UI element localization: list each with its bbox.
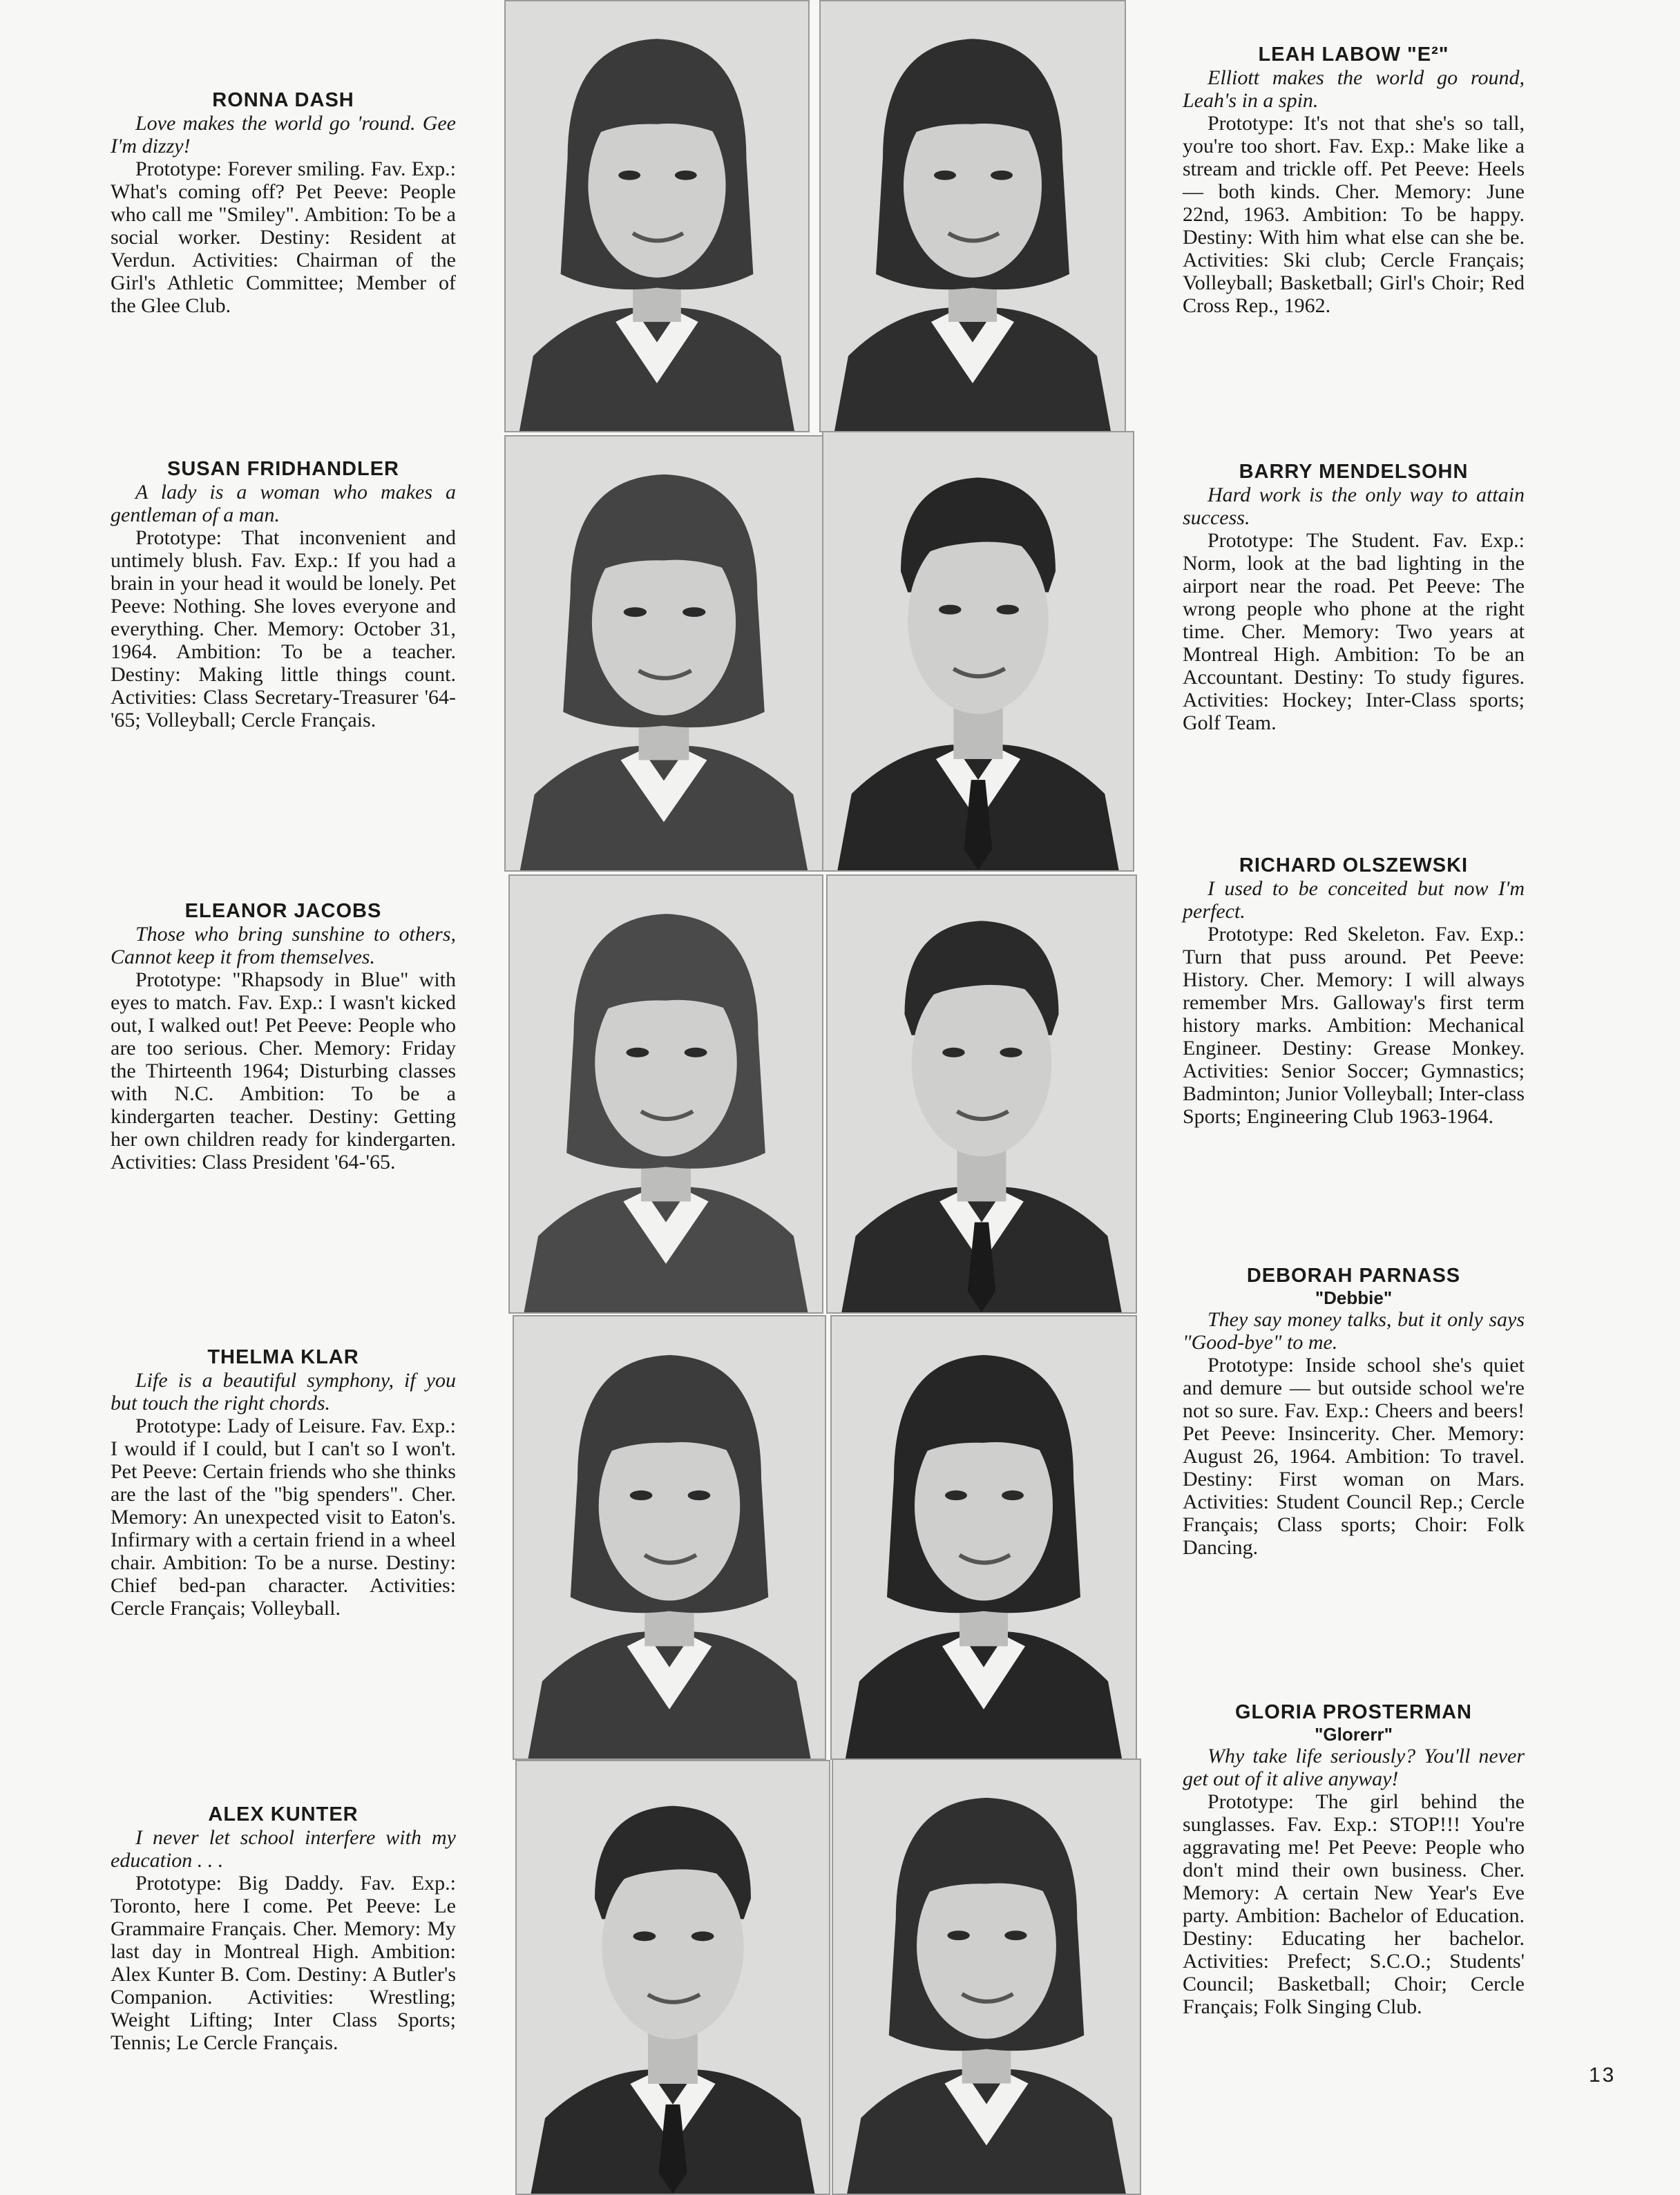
portrait-svg — [823, 432, 1133, 870]
student-motto: A lady is a woman who makes a gentleman of a man. — [111, 481, 456, 526]
portrait-svg — [514, 1316, 825, 1758]
student-motto: Hard work is the only way to attain success. — [1183, 483, 1525, 529]
portrait-photo-ronna-dash — [504, 0, 810, 432]
student-nickname: "Glorerr" — [1315, 1724, 1393, 1745]
portrait-svg — [506, 437, 822, 870]
portrait-photo-barry-mendelsohn — [822, 431, 1134, 872]
face-shape — [912, 969, 1052, 1156]
right-eye-shape — [991, 171, 1013, 180]
left-eye-shape — [934, 171, 956, 180]
right-eye-shape — [996, 605, 1019, 615]
right-eye-shape — [688, 1491, 711, 1500]
entry-alex-kunter — [111, 1803, 456, 2054]
portrait-photo-eleanor-jacobs — [508, 874, 823, 1314]
student-motto: Love makes the world go 'round. Gee I'm dizzy! — [111, 112, 456, 157]
student-name: THELMA KLAR — [207, 1346, 359, 1368]
student-motto: I used to be conceited but now I'm perfect. — [1183, 877, 1525, 923]
student-motto: Life is a beautiful symphony, if you but touch the right chords. — [111, 1369, 456, 1415]
entry-barry-mendelsohn — [1183, 460, 1525, 734]
entry-susan-fridhandler — [111, 457, 456, 731]
portrait-photo-alex-kunter — [515, 1760, 830, 2195]
left-eye-shape — [945, 1491, 967, 1500]
student-name: ELEANOR JACOBS — [184, 900, 382, 922]
left-eye-shape — [942, 1048, 964, 1057]
student-motto: Elliott makes the world go round, Leah's in a spin. — [1183, 66, 1525, 112]
portrait-photo-thelma-klar — [513, 1315, 826, 1760]
student-bio: Prototype: Inside school she's quiet and demure — but outside school we're not so sure. Fav. Exp.: Cheers and beers! Pet Peeve: Insincerity. Cher. Memory: August 26, 1964. Ambition: To travel. Destiny: First woman on Mars. Activities: Student Council Rep.; Cercle Français; Class sports; Choir: Folk Dancing. — [1183, 1354, 1525, 1559]
face-shape — [602, 1854, 743, 2039]
student-name: SUSAN FRIDHANDLER — [167, 458, 399, 480]
entry-deborah-parnass — [1183, 1264, 1525, 1559]
portrait-photo-leah-labow — [819, 0, 1126, 432]
portrait-svg — [506, 1, 808, 431]
student-name: DEBORAH PARNASS — [1246, 1265, 1461, 1287]
page-number: 13 — [1589, 2064, 1616, 2087]
right-eye-shape — [1000, 1048, 1022, 1057]
student-name: GLORIA PROSTERMAN — [1235, 1701, 1472, 1723]
student-name: RICHARD OLSZEWSKI — [1239, 854, 1469, 876]
face-shape — [908, 526, 1049, 714]
portrait-photo-gloria-prosterman — [832, 1758, 1141, 2195]
right-eye-shape — [682, 607, 705, 617]
student-name: BARRY MENDELSOHN — [1239, 461, 1469, 483]
portrait-photo-richard-olszewski — [826, 874, 1137, 1314]
portrait-photo-susan-fridhandler — [504, 435, 823, 872]
left-eye-shape — [630, 1491, 653, 1500]
portrait-svg — [828, 876, 1136, 1312]
student-nickname: "Debbie" — [1315, 1287, 1393, 1308]
student-motto: They say money talks, but it only says "Good-bye" to me. — [1183, 1308, 1525, 1354]
right-eye-shape — [1004, 1930, 1027, 1940]
left-eye-shape — [624, 607, 647, 617]
left-eye-shape — [939, 605, 962, 615]
portrait-svg — [517, 1761, 829, 2194]
student-name: ALEX KUNTER — [208, 1803, 359, 1825]
entry-thelma-klar — [111, 1345, 456, 1620]
student-name: RONNA DASH — [212, 89, 354, 111]
student-bio: Prototype: Lady of Leisure. Fav. Exp.: I would if I could, but I can't so I won't. Pet Peeve: Certain friends who she thinks are the last of the "big spenders". Cher. Memory: An unexpected visit to Eaton's. Infirmary with a certain friend in a wheel chair. Ambition: To be a nurse. Destiny: Chief bed-pan character. Activities: Cercle Français; Volleyball. — [111, 1415, 456, 1620]
portrait-photo-deborah-parnass — [830, 1315, 1137, 1760]
entry-richard-olszewski — [1183, 854, 1525, 1128]
right-eye-shape — [685, 1048, 707, 1057]
left-eye-shape — [626, 1048, 649, 1057]
portrait-svg — [821, 1, 1125, 431]
student-bio: Prototype: That inconvenient and untimely blush. Fav. Exp.: If you had a brain in your head it would be lonely. Pet Peeve: Nothing. She loves everyone and everything. Cher. Memory: October 31, 1964. Ambition: To be a teacher. Destiny: Making little things count. Activities: Class Secretary-Treasurer '64-'65; Volleyball; Cercle Français. — [111, 526, 456, 731]
student-motto: I never let school interfere with my education . . . — [111, 1826, 456, 1872]
right-eye-shape — [675, 171, 697, 180]
student-bio: Prototype: Red Skeleton. Fav. Exp.: Turn that puss around. Pet Peeve: History. Cher. Memory: I will always remember Mrs. Galloway's first term history marks. Ambition: Mechanical Engineer. Destiny: Grease Monkey. Activities: Senior Soccer; Gymnastics; Badminton; Junior Volleyball; Inter-class Sports; Engineering Club 1963-1964. — [1183, 923, 1525, 1128]
entry-gloria-prosterman — [1183, 1700, 1525, 2018]
student-motto: Why take life seriously? You'll never get out of it alive anyway! — [1183, 1745, 1525, 1790]
student-name: LEAH LABOW "E²" — [1258, 44, 1449, 66]
student-bio: Prototype: Forever smiling. Fav. Exp.: What's coming off? Pet Peeve: People who call me "Smiley". Ambition: To be a social worker. Destiny: Resident at Verdun. Activities: Chairman of the Girl's Athletic Committee; Member of the Glee Club. — [111, 157, 456, 317]
student-bio: Prototype: "Rhapsody in Blue" with eyes to match. Fav. Exp.: I wasn't kicked out, I walked out! Pet Peeve: People who are too serious. Cher. Memory: Friday the Thirteenth 1964; Disturbing classes with N.C. Ambition: To be a kindergarten teacher. Destiny: Getting her own children ready for kindergarten. Activities: Class President '64-'65. — [111, 968, 456, 1173]
portrait-svg — [832, 1316, 1136, 1758]
student-bio: Prototype: Big Daddy. Fav. Exp.: Toronto, here I come. Pet Peeve: Le Grammaire Français. Cher. Memory: My last day in Montreal High. Ambition: Alex Kunter B. Com. Destiny: A Butler's Companion. Activities: Wrestling; Weight Lifting; Inter Class Sports; Tennis; Le Cercle Français. — [111, 1872, 456, 2054]
portrait-svg — [510, 876, 822, 1312]
entry-eleanor-jacobs — [111, 899, 456, 1173]
portrait-svg — [833, 1760, 1140, 2194]
student-motto: Those who bring sunshine to others, Cannot keep it from themselves. — [111, 923, 456, 968]
entry-ronna-dash — [111, 88, 456, 317]
left-eye-shape — [947, 1930, 969, 1940]
student-bio: Prototype: It's not that she's so tall, you're too short. Fav. Exp.: Make like a stream and trickle off. Pet Peeve: Heels — both kinds. Cher. Memory: June 22nd, 1963. Ambition: To be happy. Destiny: With him what else can she be. Activities: Ski club; Cercle Français; Volleyball; Basketball; Girl's Choir; Red Cross Rep., 1962. — [1183, 112, 1525, 317]
student-bio: Prototype: The girl behind the sunglasses. Fav. Exp.: STOP!!! You're aggravating me! Pet Peeve: People who don't mind their own business. Cher. Memory: A certain New Year's Eve party. Ambition: Bachelor of Education. Destiny: Educating her bachelor. Activities: Prefect; S.C.O.; Students' Council; Basketball; Choir; Cercle Français; Folk Singing Club. — [1183, 1790, 1525, 2018]
student-bio: Prototype: The Student. Fav. Exp.: Norm, look at the bad lighting in the airport near the road. Pet Peeve: The wrong people who phone at the right time. Cher. Memory: Two years at Montreal High. Ambition: To be an Accountant. Destiny: To study figures. Activities: Hockey; Inter-Class sports; Golf Team. — [1183, 529, 1525, 734]
left-eye-shape — [618, 171, 640, 180]
right-eye-shape — [691, 1931, 714, 1941]
left-eye-shape — [633, 1931, 656, 1941]
right-eye-shape — [1002, 1491, 1024, 1500]
entry-leah-labow — [1183, 43, 1525, 317]
